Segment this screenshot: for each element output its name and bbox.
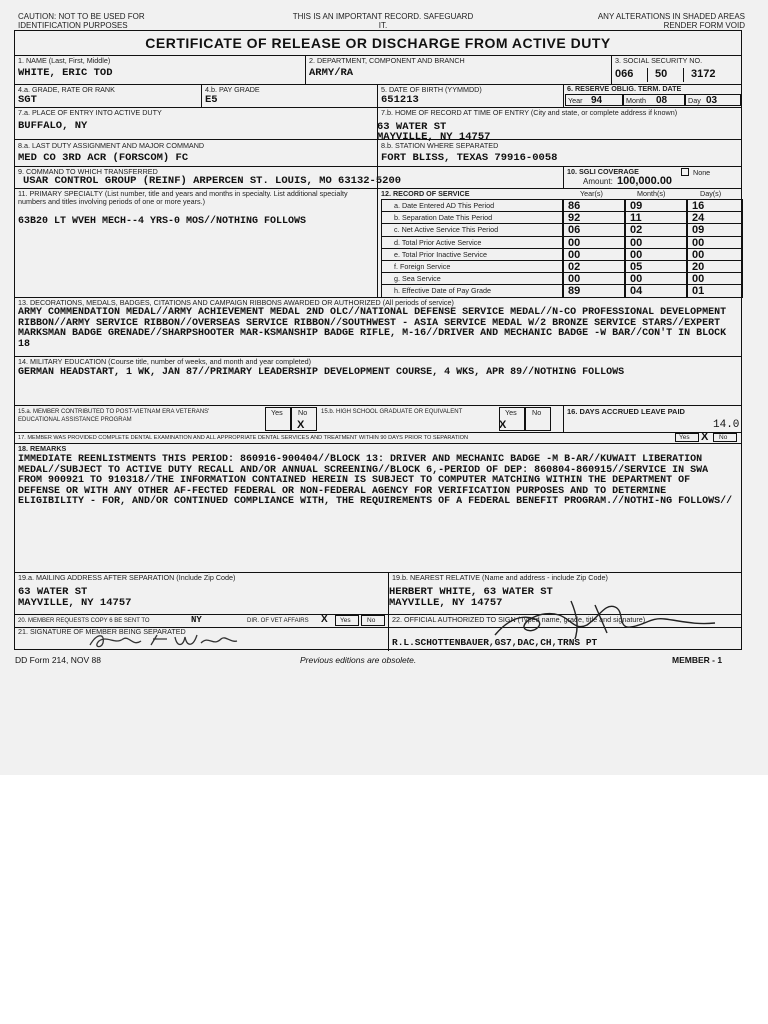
service-row-year: 89 (563, 284, 625, 297)
military-education-value: GERMAN HEADSTART, 1 WK, JAN 87//PRIMARY LEADERSHIP DEVELOPMENT COURSE, 4 WKS, APR 89//NOTHING FOLLOWS (18, 367, 625, 378)
service-row-month: 09 (625, 199, 687, 212)
sgli-label: 10. SGLI COVERAGE (567, 167, 639, 176)
reserve-month: 08 (656, 95, 668, 106)
last-duty-value: MED CO 3RD ACR (FORSCOM) FC (18, 152, 189, 164)
place-of-entry-label: 7.a. PLACE OF ENTRY INTO ACTIVE DUTY (18, 108, 162, 117)
leave-paid-label: 16. DAYS ACCRUED LEAVE PAID (567, 407, 685, 416)
remarks-label: 18. REMARKS (18, 444, 67, 453)
department-label: 2. DEPARTMENT, COMPONENT AND BRANCH (309, 56, 465, 65)
service-row-year: 00 (563, 248, 625, 261)
dental-label: 17. MEMBER WAS PROVIDED COMPLETE DENTAL EXAMINATION AND ALL APPROPRIATE DENTAL SERVICES AND TREATMENT WITHIN 90 DAYS PRIOR TO SEPARATION (18, 435, 469, 441)
pay-grade-label: 4.b. PAY GRADE (205, 85, 260, 94)
vet-ed-label: 15.a. MEMBER CONTRIBUTED TO POST-VIETNAM ERA VETERANS' EDUCATIONAL ASSISTANCE PROGRAM (18, 409, 210, 423)
decorations-label: 13. DECORATIONS, MEDALS, BADGES, CITATIONS AND CAMPAIGN RIBBONS AWARDED OR AUTHORIZED (All periods of service) (18, 298, 454, 307)
command-label: 9. COMMAND TO WHICH TRANSFERRED (18, 167, 158, 176)
col-months-label: Month(s) (637, 189, 666, 198)
vet-ed-mark: X (297, 419, 305, 431)
service-row-year: 02 (563, 260, 625, 273)
sgli-none-checkbox[interactable] (681, 168, 689, 176)
service-row-day: 24 (687, 211, 743, 224)
decorations-value: ARMY COMMENDATION MEDAL//ARMY ACHIEVEMENT MEDAL 2ND OLC//NATIONAL DEFENSE SERVICE MEDAL//N-CO PROFESSIONAL DEVELOPMENT RIBBON//ARMY SERVICE RIBBON//OVERSEAS SERVICE RIBBON//SOUTHWEST - ASIA SERVICE MEDAL W/2 BRONZE SERVICE STARS//EXPERT MARKSMAN BADGE GRENADE//SHARPSHOOTER MAR-KSMANSHIP BADGE RIFLE, M-16//DRIVER AND MECHANIC BADGE -W BAR//CON'T IN BLOCK 18 (18, 307, 727, 350)
high-school-label: 15.b. HIGH SCHOOL GRADUATE OR EQUIVALENT (321, 409, 463, 415)
sgli-none-label: None (693, 168, 711, 177)
name-value: WHITE, ERIC TOD (18, 67, 113, 79)
home-of-record-label: 7.b. HOME OF RECORD AT TIME OF ENTRY (City and state, or complete address if known) (381, 108, 678, 117)
mailing-address-line1: 63 WATER ST (18, 586, 88, 598)
copy-designation: MEMBER - 1 (672, 655, 723, 665)
leave-paid-value: 14.0 (713, 419, 740, 431)
obsolete-notice: Previous editions are obsolete. (300, 655, 417, 665)
department-value: ARMY/RA (309, 67, 354, 79)
service-row-day: 01 (687, 284, 743, 297)
reserve-day-box: Day 03 (685, 94, 741, 106)
dob-value: 651213 (381, 94, 419, 106)
dob-label: 5. DATE OF BIRTH (YYMMDD) (381, 85, 482, 94)
service-row-month: 00 (625, 236, 687, 249)
home-of-record-line2: MAYVILLE, NY 14757 (377, 131, 491, 143)
station-label: 8.b. STATION WHERE SEPARATED (381, 141, 499, 150)
dental-mark: X (701, 431, 709, 443)
important-record-notice: THIS IS AN IMPORTANT RECORD. SAFEGUARD IT. (292, 12, 474, 30)
service-row-year: 06 (563, 223, 625, 236)
service-row-month: 05 (625, 260, 687, 273)
service-row-year: 92 (563, 211, 625, 224)
reserve-month-box: Month 08 (623, 94, 685, 106)
form-title: CERTIFICATE OF RELEASE OR DISCHARGE FROM ACTIVE DUTY (15, 31, 741, 56)
sgli-amount: 100,000.00 (617, 175, 673, 187)
primary-specialty-value: 63B20 LT WVEH MECH--4 YRS-0 MOS//NOTHING FOLLOWS (18, 216, 307, 227)
last-duty-label: 8.a. LAST DUTY ASSIGNMENT AND MAJOR COMMAND (18, 141, 205, 150)
reserve-year-box: Year 94 (565, 94, 623, 106)
command-value: USAR CONTROL GROUP (REINF) ARPERCEN ST. LOUIS, MO 63132-5200 (23, 175, 402, 187)
service-row-label: a. Date Entered AD This Period (381, 199, 563, 212)
service-row-day: 09 (687, 223, 743, 236)
reserve-term-label: 6. RESERVE OBLIG. TERM. DATE (567, 84, 682, 93)
service-row-day: 20 (687, 260, 743, 273)
primary-specialty-label: 11. PRIMARY SPECIALTY (List number, title and years and months in specialty. List additional specialty numbers and titles involving periods of one or more years.) (18, 189, 348, 206)
nearest-relative-label: 19.b. NEAREST RELATIVE (Name and address - include Zip Code) (392, 573, 608, 582)
ssn-part3: 3172 (691, 68, 716, 80)
copy6-value: NY (191, 615, 202, 625)
service-row-label: g. Sea Service (381, 272, 563, 285)
service-row-day: 00 (687, 236, 743, 249)
dd214-form: CERTIFICATE OF RELEASE OR DISCHARGE FROM ACTIVE DUTY 1. NAME (Last, First, Middle) WHITE, ERIC TOD 2. DEPARTMENT, COMPONENT AND BRANCH ARMY/RA 3. SOCIAL SECURITY NO. 066 50 3172 4.a. GRADE, RATE OR RANK SGT 4.b. PAY GRADE E5 5. DATE OF BIRTH (YYMMDD) 651213 6. RESERVE OBLIG. TERM. DATE Year 94 Month 08 Day 03 7.a. PLACE OF ENTRY INTO ACTIVE DUTY BUFFALO, NY 7.b. HOME OF RECORD AT TIME OF ENTRY (City and state, or complete address if known) 63 WATER ST MAYVILLE, NY 14757 8.a. LAST DUTY ASSIGNMENT AND MAJOR COMMAND MED CO 3RD ACR (FORSCOM) FC 8.b. STATION WHERE SEPARATED FORT BLISS, TEXAS 79916-0058 9. COMMAND TO WHICH TRANSFERRED USAR CONTROL GROUP (REINF) ARPERCEN ST. LOUIS, MO 63132-5200 10. SGLI COVERAGE None Amount: 100,000.00 11. PRIMARY SPECIALTY (List number, title and years and months in specialty. List additional specialty numbers and titles involving periods of one or more years.) 63B20 LT WVEH MECH--4 YRS-0 MOS//NOTHING FOLLOWS 12. RECORD OF SERVICE Year(s) Month(s) Day(s) a. Date Entered AD This Period 86 09 16 b. Separation Date This Period 92 11 24 c. Net Active Service This Period 06 02 09 d. Total Prior Active Service 00 00 00 e. Total Prior Inactive Service 00 00 00 f. Foreign Service 02 05 20 g. Sea Service 00 00 00 h. Effective Date of Pay Grade 89 04 01 13. DECORATIONS, MEDALS, BADGES, CITATIONS AND CAMPAIGN RIBBONS AWARDED OR AUTHORIZED (All periods of service) ARMY COMMENDATION MEDAL//ARMY ACHIEVEMENT MEDAL 2ND OLC//NATIONAL DEFENSE SERVICE MEDAL//N-CO PROFESSIONAL DEVELOPMENT RIBBON//ARMY SERVICE RIBBON//OVERSEAS SERVICE RIBBON//SOUTHWEST - ASIA SERVICE MEDAL W/2 BRONZE SERVICE STARS//EXPERT MARKSMAN BADGE GRENADE//SHARPSHOOTER MAR-KSMANSHIP BADGE RIFLE, M-16//DRIVER AND MECHANIC BADGE -W BAR//CON'T IN BLOCK 18 14. MILITARY EDUCATION (Course title, number of weeks, and month and year completed) GERMAN HEADSTART, 1 WK, JAN 87//PRIMARY LEADERSHIP DEVELOPMENT COURSE, 4 WKS, APR 89//NOTHING FOLLOWS 15.a. MEMBER CONTRIBUTED TO POST-VIETNAM ERA VETERANS' EDUCATIONAL ASSISTANCE PROGRAM Yes No X 15.b. HIGH SCHOOL GRADUATE OR EQUIVALENT Yes No X 16. DAYS ACCRUED LEAVE PAID 14.0 17. MEMBER WAS PROVIDED COMPLETE DENTAL EXAMINATION AND ALL APPROPRIATE DENTAL SERVICES AND TREATMENT WITHIN 90 DAYS PRIOR TO SEPARATION Yes No X 18. REMARKS IMMEDIATE REENLISTMENTS THIS PERIOD: 860916-900404//BLOCK 13: DRIVER AND MECHANIC BADGE -M B-AR//KUWAIT LIBERATION MEDAL//SUBJECT TO ACTIVE DUTY RECALL AND/OR ANNUAL SCREENING//BLOCK 6,-PERIOD OF DEP: 860804-860915//SERVICE IN SWA FROM 900921 TO 910318//THE INFORMATION CONTAINED HEREIN IS SUBJECT TO COMPUTER MATCHING WITHIN THE DEPARTMENT OF DEFENSE OR WITH ANY OTHER AF-FECTED FEDERAL OR NON-FEDERAL AGENCY FOR VERIFICATION PURPOSES AND TO DETERMINE ELIGIBILITY - FOR, AND/OR CONTINUED COMPLIANCE WITH, THE REQUIREMENTS OF A FEDERAL BENEFIT PROGRAM.//NOTHI-NG FOLLOWS// 19.a. MAILING ADDRESS AFTER SEPARATION (Include Zip Code) 63 WATER ST MAYVILLE, NY 14757 19.b. NEAREST RELATIVE (Name and address - include Zip Code) HERBERT WHITE, 63 WATER ST MAYVILLE, NY 14757 20. MEMBER REQUESTS COPY 6 BE SENT TO NY DIR. OF VET AFFAIRS X Yes No 21. SIGNATURE OF MEMBER BEING SEPARATED 22. OFFICIAL AUTHORIZED TO SIGN (Typed name, grade, title and signature) R.L.SCHOTTENBAUER,GS7,DAC,CH,TRNS PT (14, 30, 742, 650)
name-label: 1. NAME (Last, First, Middle) (18, 56, 111, 65)
member-signature (85, 629, 245, 651)
remarks-value: IMMEDIATE REENLISTMENTS THIS PERIOD: 860916-900404//BLOCK 13: DRIVER AND MECHANIC BADGE -M B-AR//KUWAIT LIBERATION MEDAL//SUBJECT TO ACTIVE DUTY RECALL AND/OR ANNUAL SCREENING//BLOCK 6,-PERIOD OF DEP: 860804-860915//SERVICE IN SWA FROM 900921 TO 910318//THE INFORMATION CONTAINED HEREIN IS SUBJECT TO COMPUTER MATCHING WITHIN THE DEPARTMENT OF DEFENSE OR WITH ANY OTHER AF-FECTED FEDERAL OR NON-FEDERAL AGENCY FOR VERIFICATION PURPOSES AND TO DETERMINE ELIGIBILITY - FOR, AND/OR CONTINUED COMPLIANCE WITH, THE REQUIREMENTS OF A FEDERAL BENEFIT PROGRAM.//NOTHI-NG FOLLOWS// (18, 454, 733, 507)
place-of-entry-value: BUFFALO, NY (18, 120, 88, 132)
copy6-label: 20. MEMBER REQUESTS COPY 6 BE SENT TO (18, 618, 150, 624)
service-row-month: 04 (625, 284, 687, 297)
service-row-month: 11 (625, 211, 687, 224)
official-signature (475, 595, 725, 643)
record-of-service-label: 12. RECORD OF SERVICE (381, 189, 470, 198)
pay-grade-value: E5 (205, 94, 218, 106)
vet-affairs-mark: X (321, 614, 328, 625)
mailing-address-line2: MAYVILLE, NY 14757 (18, 597, 132, 609)
ssn-part2: 50 (655, 68, 668, 80)
service-row-label: d. Total Prior Active Service (381, 236, 563, 249)
reserve-year: 94 (591, 95, 603, 106)
official-label: 22. OFFICIAL AUTHORIZED TO SIGN (Typed name, grade, title and signature) (392, 615, 646, 624)
service-row-year: 86 (563, 199, 625, 212)
nearest-relative-line1: HERBERT WHITE, 63 WATER ST (389, 586, 553, 598)
high-school-mark: X (499, 419, 507, 431)
home-of-record-line1: 63 WATER ST (377, 121, 447, 133)
service-row-day: 00 (687, 272, 743, 285)
service-row-day: 16 (687, 199, 743, 212)
service-row-year: 00 (563, 236, 625, 249)
service-row-year: 00 (563, 272, 625, 285)
service-row-month: 02 (625, 223, 687, 236)
service-row-label: b. Separation Date This Period (381, 211, 563, 224)
service-row-label: h. Effective Date of Pay Grade (381, 284, 563, 297)
mailing-address-label: 19.a. MAILING ADDRESS AFTER SEPARATION (Include Zip Code) (18, 573, 236, 582)
alterations-notice: ANY ALTERATIONS IN SHADED AREAS RENDER FORM VOID (597, 12, 745, 30)
vet-affairs-label: DIR. OF VET AFFAIRS (247, 618, 309, 624)
reserve-day: 03 (706, 95, 718, 106)
official-name: R.L.SCHOTTENBAUER,GS7,DAC,CH,TRNS PT (392, 637, 598, 648)
service-row-label: e. Total Prior Inactive Service (381, 248, 563, 261)
station-value: FORT BLISS, TEXAS 79916-0058 (381, 152, 558, 164)
service-row-month: 00 (625, 272, 687, 285)
col-days-label: Day(s) (700, 189, 722, 198)
caution-notice: CAUTION: NOT TO BE USED FOR IDENTIFICATION PURPOSES (18, 12, 145, 30)
service-row-day: 00 (687, 248, 743, 261)
service-row-month: 00 (625, 248, 687, 261)
military-education-label: 14. MILITARY EDUCATION (Course title, number of weeks, and month and year completed) (18, 357, 312, 366)
col-years-label: Year(s) (580, 189, 603, 198)
sgli-amount-label: Amount: (583, 177, 613, 186)
nearest-relative-line2: MAYVILLE, NY 14757 (389, 597, 503, 609)
service-row-label: f. Foreign Service (381, 260, 563, 273)
grade-label: 4.a. GRADE, RATE OR RANK (18, 85, 115, 94)
form-number: DD Form 214, NOV 88 (15, 655, 101, 665)
ssn-part1: 066 (615, 68, 634, 80)
ssn-label: 3. SOCIAL SECURITY NO. (615, 56, 703, 65)
grade-value: SGT (18, 94, 37, 106)
service-row-label: c. Net Active Service This Period (381, 223, 563, 236)
member-signature-label: 21. SIGNATURE OF MEMBER BEING SEPARATED (18, 627, 186, 636)
